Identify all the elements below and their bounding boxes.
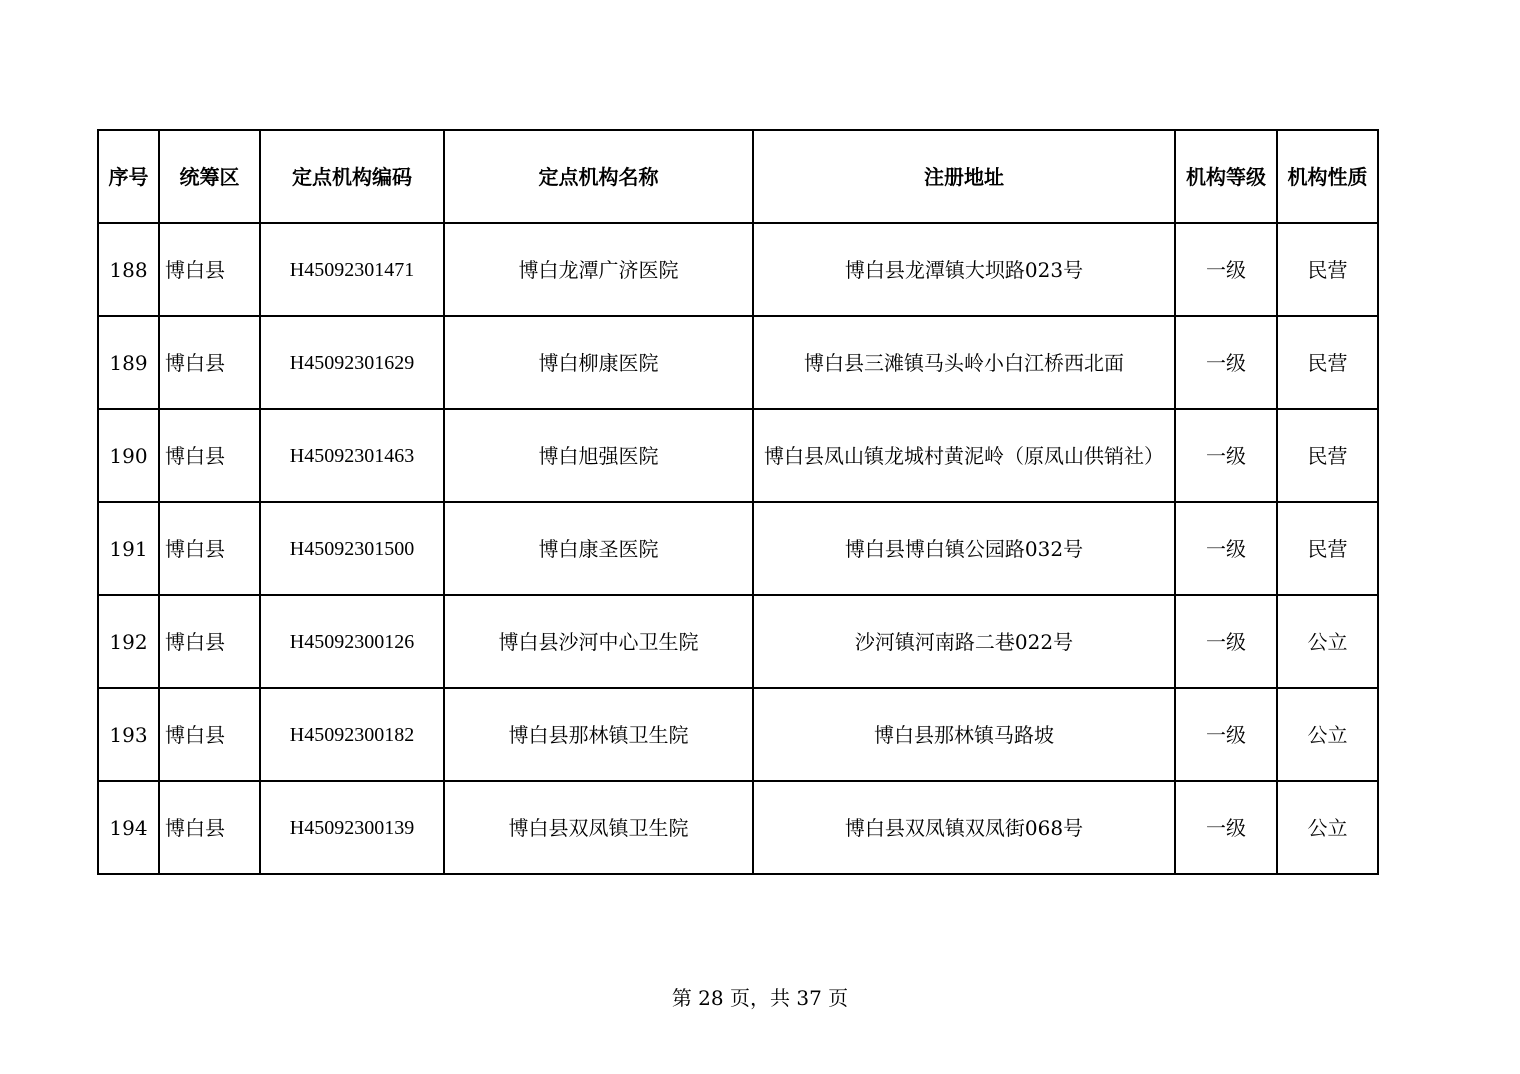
cell-index: 192 <box>98 595 159 688</box>
cell-level: 一级 <box>1175 688 1277 781</box>
cell-name: 博白康圣医院 <box>444 502 753 595</box>
cell-code: H45092301471 <box>260 223 444 316</box>
table-row <box>98 409 1378 502</box>
cell-level: 一级 <box>1175 223 1277 316</box>
cell-type: 公立 <box>1277 688 1378 781</box>
cell-address: 沙河镇河南路二巷022号 <box>753 595 1175 688</box>
cell-index: 190 <box>98 409 159 502</box>
cell-type: 民营 <box>1277 316 1378 409</box>
cell-index: 189 <box>98 316 159 409</box>
header-code: 定点机构编码 <box>260 130 444 223</box>
cell-level: 一级 <box>1175 781 1277 874</box>
cell-address: 博白县双凤镇双凤街068号 <box>753 781 1175 874</box>
cell-name: 博白县那林镇卫生院 <box>444 688 753 781</box>
table-row <box>98 502 1378 595</box>
cell-name: 博白柳康医院 <box>444 316 753 409</box>
cell-code: H45092301629 <box>260 316 444 409</box>
cell-index: 188 <box>98 223 159 316</box>
cell-level: 一级 <box>1175 409 1277 502</box>
cell-type: 公立 <box>1277 781 1378 874</box>
cell-region: 博白县 <box>159 502 260 595</box>
cell-address: 博白县三滩镇马头岭小白江桥西北面 <box>753 316 1175 409</box>
header-type: 机构性质 <box>1277 130 1378 223</box>
cell-code: H45092300139 <box>260 781 444 874</box>
table-row <box>98 595 1378 688</box>
cell-name: 博白县沙河中心卫生院 <box>444 595 753 688</box>
cell-name: 博白县双凤镇卫生院 <box>444 781 753 874</box>
cell-index: 191 <box>98 502 159 595</box>
cell-region: 博白县 <box>159 316 260 409</box>
cell-address: 博白县那林镇马路坡 <box>753 688 1175 781</box>
page-number: 第 28 页，共 37 页 <box>671 986 849 1010</box>
cell-type: 民营 <box>1277 223 1378 316</box>
cell-address: 博白县博白镇公园路032号 <box>753 502 1175 595</box>
cell-code: H45092301463 <box>260 409 444 502</box>
table-header-row <box>98 130 1378 223</box>
cell-code: H45092300182 <box>260 688 444 781</box>
header-index: 序号 <box>98 130 159 223</box>
cell-address: 博白县凤山镇龙城村黄泥岭（原凤山供销社） <box>753 409 1175 502</box>
header-level: 机构等级 <box>1175 130 1277 223</box>
cell-region: 博白县 <box>159 781 260 874</box>
cell-code: H45092301500 <box>260 502 444 595</box>
table-row <box>98 688 1378 781</box>
cell-level: 一级 <box>1175 502 1277 595</box>
cell-region: 博白县 <box>159 223 260 316</box>
header-address: 注册地址 <box>753 130 1175 223</box>
cell-level: 一级 <box>1175 316 1277 409</box>
header-name: 定点机构名称 <box>444 130 753 223</box>
cell-level: 一级 <box>1175 595 1277 688</box>
cell-code: H45092300126 <box>260 595 444 688</box>
table-row <box>98 781 1378 874</box>
cell-type: 民营 <box>1277 409 1378 502</box>
cell-region: 博白县 <box>159 595 260 688</box>
header-region: 统筹区 <box>159 130 260 223</box>
cell-name: 博白龙潭广济医院 <box>444 223 753 316</box>
table-row <box>98 316 1378 409</box>
cell-address: 博白县龙潭镇大坝路023号 <box>753 223 1175 316</box>
cell-type: 民营 <box>1277 502 1378 595</box>
cell-name: 博白旭强医院 <box>444 409 753 502</box>
table-row <box>98 223 1378 316</box>
cell-region: 博白县 <box>159 409 260 502</box>
cell-region: 博白县 <box>159 688 260 781</box>
cell-index: 194 <box>98 781 159 874</box>
cell-type: 公立 <box>1277 595 1378 688</box>
cell-index: 193 <box>98 688 159 781</box>
institution-table <box>97 129 1379 875</box>
